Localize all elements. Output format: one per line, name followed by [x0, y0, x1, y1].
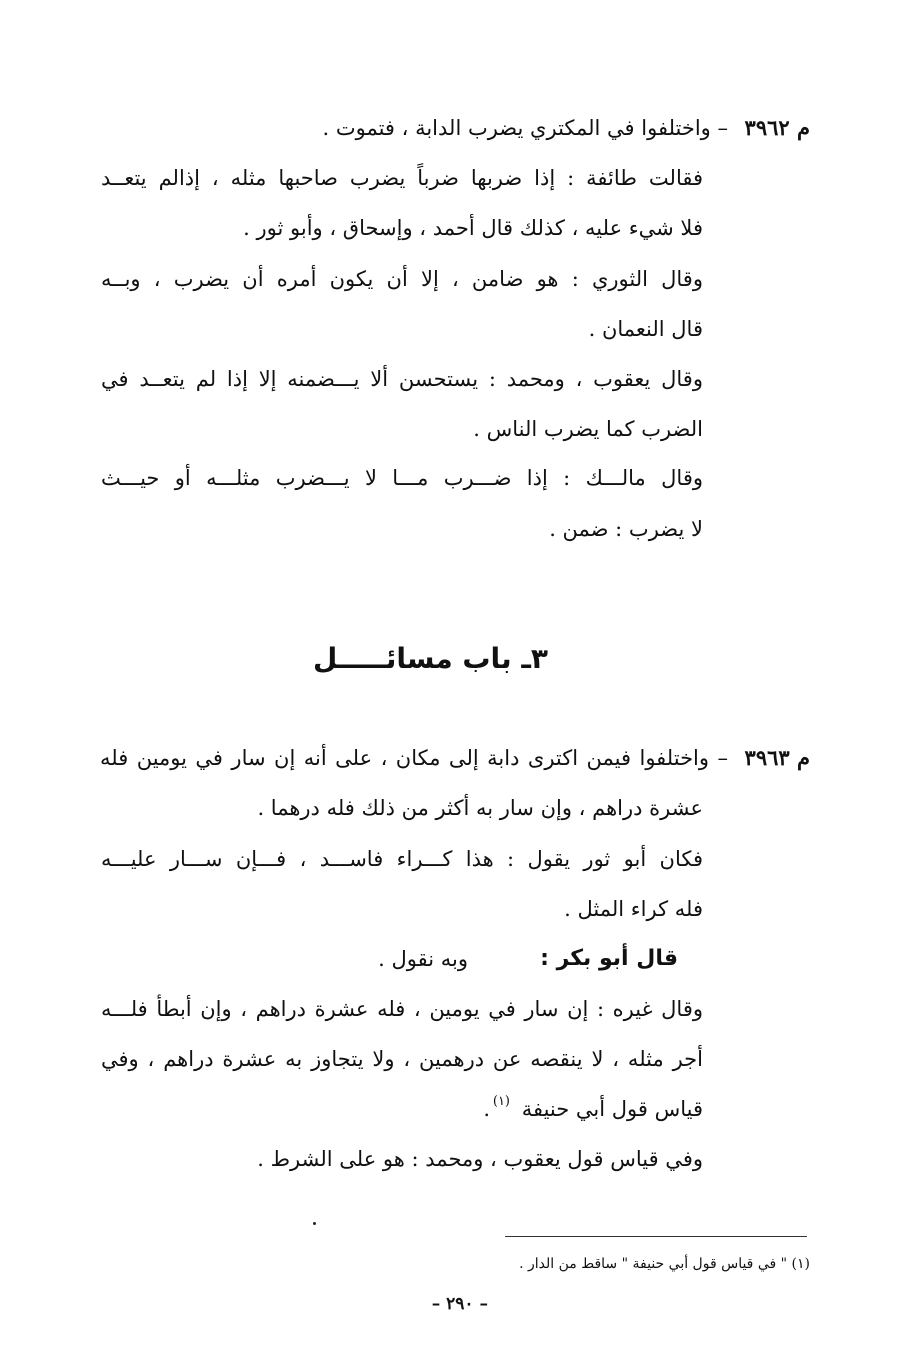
entry-number: م ٣٩٦٣ [744, 745, 810, 770]
chapter-heading: ٣ـ باب مسائـــــل [312, 642, 548, 675]
text-line: فكان أبو ثور يقول : هذا كـــراء فاســـد ، فـــإن ســـار عليـــه [101, 847, 703, 871]
text-line: . [483, 1097, 490, 1121]
text-line: عشرة دراهم ، وإن سار به أكثر من ذلك فله درهما . [257, 796, 703, 820]
text-line: فله كراء المثل . [564, 897, 703, 921]
text-line: وفي قياس قول يعقوب ، ومحمد : هو على الشرط . [257, 1147, 703, 1171]
entry-number: م ٣٩٦٢ [744, 115, 810, 140]
text-line: قياس قول أبي حنيفة [521, 1097, 703, 1121]
text-line: – واختلفوا في المكتري يضرب الدابة ، فتموت . [322, 116, 728, 140]
abu-bakr-label: قال أبو بكر : [540, 946, 678, 971]
footnote-marker: (١) [492, 1094, 510, 1109]
text-line: فقالت طائفة : إذا ضربها ضرباً يضرب صاحبها مثله ، إذالم يتعــد [101, 166, 703, 190]
text-line: وقال يعقوب ، ومحمد : يستحسن ألا يـــضمنه إلا إذا لم يتعــد في [101, 367, 703, 391]
text-line: وبه نقول . [378, 947, 468, 971]
text-line: – واختلفوا فيمن اكترى دابة إلى مكان ، على أنه إن سار في يومين فله [100, 746, 728, 770]
footnote: (١) " في قياس قول أبي حنيفة " ساقط من الدار . [519, 1256, 810, 1272]
footnote-separator [505, 1236, 807, 1237]
text-line: قال النعمان . [588, 317, 703, 341]
text-line: أجر مثله ، لا ينقصه عن درهمين ، ولا يتجاوز به عشرة دراهم ، وفي [101, 1047, 703, 1071]
text-line: وقال غيره : إن سار في يومين ، فله عشرة دراهم ، وإن أبطأ فلـــه [101, 997, 703, 1021]
text-line: فلا شيء عليه ، كذلك قال أحمد ، وإسحاق ، وأبو ثور . [243, 216, 703, 240]
text-line: وقال مالـــك : إذا ضـــرب مـــا لا يـــضرب مثلـــه أو حيـــث [101, 466, 703, 490]
page-number: – ٢٩٠ – [431, 1294, 488, 1314]
text-line: وقال الثوري : هو ضامن ، إلا أن يكون أمره أن يضرب ، وبــه [101, 267, 703, 291]
text-line: الضرب كما يضرب الناس . [473, 417, 703, 441]
text-line: لا يضرب : ضمن . [549, 517, 703, 541]
stray-dot [313, 1222, 316, 1225]
